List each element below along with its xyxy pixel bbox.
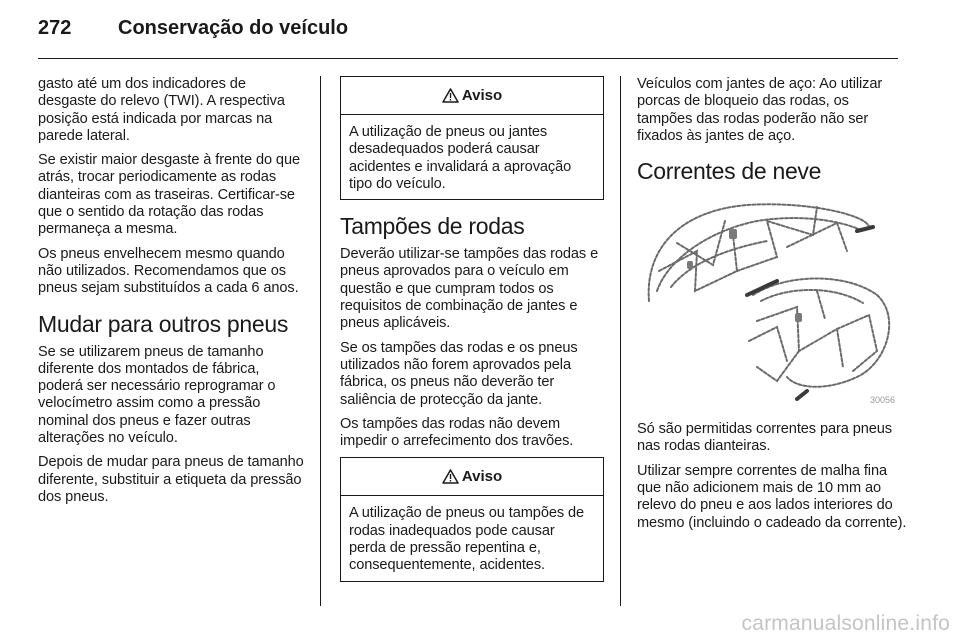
warning-triangle-icon	[442, 469, 459, 484]
warning-text: A utilização de pneus ou jantes desadequados poderá causar acidentes e invalidará a aprovação tipo do veículo.	[349, 124, 572, 192]
chapter-title: Conservação do veículo	[118, 17, 349, 39]
paragraph: Os pneus envelhecem mesmo quando não utilizados. Recomendamos que os pneus sejam substituídos a cada 6 anos.	[38, 245, 299, 297]
warning-header	[341, 458, 603, 496]
paragraph: Só são permitidas correntes para pneus nas rodas dianteiras.	[637, 421, 892, 455]
watermark: carmanualsonline.info	[741, 612, 950, 635]
section-heading-snow-chains: Correntes de neve	[637, 158, 822, 185]
paragraph: Se os tampões das rodas e os pneus utilizados não forem aprovados pela fábrica, os pneus não deverão ter saliência de protecção da jante.	[340, 339, 578, 408]
page-header	[38, 17, 348, 43]
paragraph: gasto até um dos indicadores de desgaste do relevo (TWI). A respectiva posição está indicada por marcas na parede lateral.	[38, 76, 285, 144]
section-heading-change-tyres: Mudar para outros pneus	[38, 310, 289, 337]
column-3	[637, 76, 907, 539]
paragraph: Veículos com jantes de aço: Ao utilizar porcas de bloqueio das rodas, os tampões das rodas poderão não ser fixados às jantes de aço.	[637, 76, 883, 144]
column-1	[38, 76, 306, 513]
figure-id: 30056	[869, 395, 895, 406]
paragraph: Deverão utilizar-se tampões das rodas e pneus aprovados para o veículo em questão e que cumpram todos os requisitos de combinação de jantes e pneus aplicáveis.	[340, 246, 599, 332]
warning-title: Aviso	[461, 468, 503, 486]
paragraph: Se existir maior desgaste à frente do que atrás, trocar periodicamente as rodas dianteiras com as traseiras. Certificar-se que o sentido da rotação das rodas permaneça a mesma.	[38, 152, 300, 238]
paragraph: Depois de mudar para pneus de tamanho diferente, substituir a etiqueta da pressão dos pneus.	[38, 454, 304, 505]
section-heading-wheel-covers: Tampões de rodas	[340, 213, 525, 240]
column-divider	[620, 76, 621, 606]
warning-triangle-icon	[442, 88, 459, 103]
snow-chain-drawing	[637, 191, 901, 409]
header-divider	[38, 58, 898, 59]
paragraph: Os tampões das rodas não devem impedir o arrefecimento dos travões.	[340, 415, 574, 450]
warning-title: Aviso	[461, 87, 503, 104]
column-divider	[320, 76, 321, 606]
paragraph: Se se utilizarem pneus de tamanho diferente dos montados de fábrica, poderá ser necessário reprogramar o velocímetro assim como a pressão nominal dos pneus e fazer outras alterações no veículo.	[38, 343, 276, 447]
page-number: 272	[38, 17, 72, 39]
warning-box	[340, 457, 604, 581]
snow-chain-illustration	[637, 191, 901, 409]
paragraph: Utilizar sempre correntes de malha fina que não adicionem mais de 10 mm ao relevo do pneu e aos lados interiores do mesmo (incluindo o cadeado da corrente).	[637, 462, 907, 531]
warning-box	[340, 76, 604, 200]
warning-text: A utilização de pneus ou tampões de rodas inadequados pode causar perda de pressão repentina e, consequentemente, acidentes.	[349, 505, 585, 574]
warning-header	[341, 77, 603, 115]
column-2	[340, 76, 604, 594]
